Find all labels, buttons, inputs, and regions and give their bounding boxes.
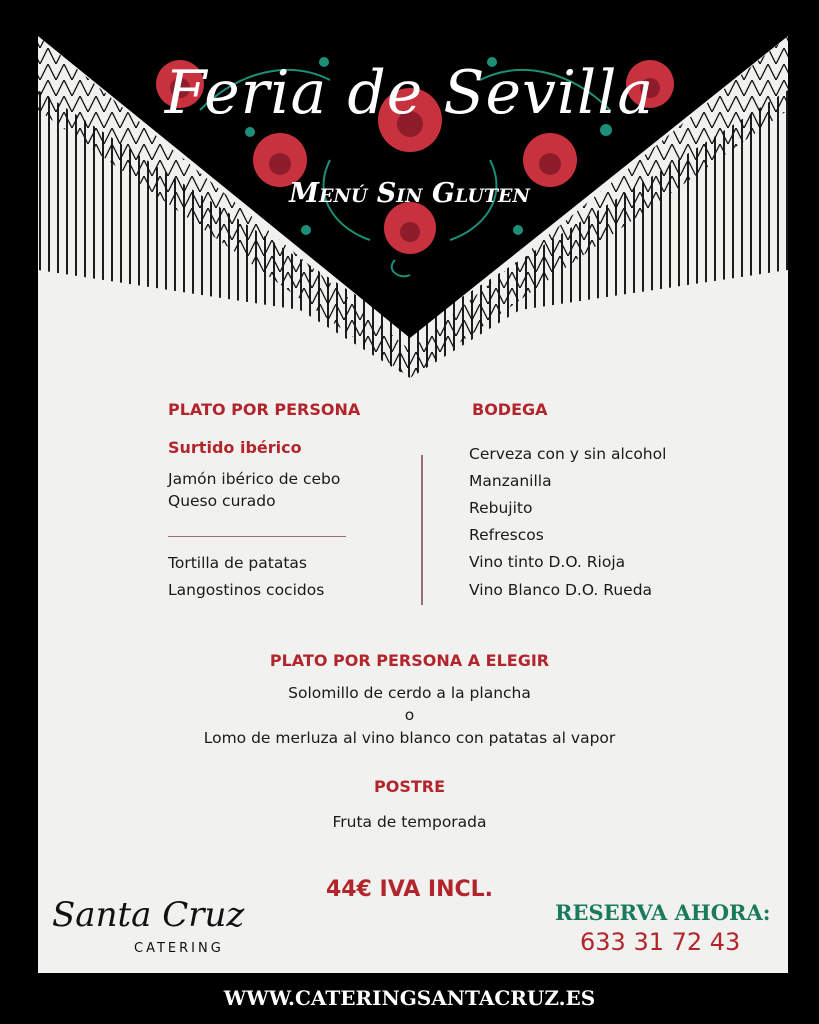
drink-item: Manzanilla xyxy=(469,472,552,490)
logo-name: Santa Cruz xyxy=(52,895,245,935)
drink-item: Cerveza con y sin alcohol xyxy=(469,445,667,463)
website-link[interactable]: WWW.CATERINGSANTACRUZ.ES xyxy=(223,986,596,1010)
event-title: Feria de Sevilla xyxy=(164,58,655,128)
left-item: Jamón ibérico de cebo xyxy=(168,470,341,488)
phone-number[interactable]: 633 31 72 43 xyxy=(580,928,741,956)
drink-item: Refrescos xyxy=(469,526,544,544)
drink-item: Vino tinto D.O. Rioja xyxy=(469,553,626,571)
choice-option: Solomillo de cerdo a la plancha xyxy=(288,684,531,702)
right-heading: BODEGA xyxy=(472,400,548,419)
left-item: Queso curado xyxy=(168,492,276,510)
left-item: Tortilla de patatas xyxy=(168,554,307,572)
vertical-divider xyxy=(421,455,423,605)
choice-or: o xyxy=(404,706,415,724)
logo-subtitle: CATERING xyxy=(134,941,224,956)
choice-heading: PLATO POR PERSONA A ELEGIR xyxy=(269,651,550,670)
dessert-item: Fruta de temporada xyxy=(332,813,487,831)
drink-item: Vino Blanco D.O. Rueda xyxy=(469,581,653,599)
drink-item: Rebujito xyxy=(469,499,533,517)
left-subheading: Surtido ibérico xyxy=(168,438,302,457)
dessert-heading: POSTRE xyxy=(373,777,445,796)
price: 44€ IVA INCL. xyxy=(325,877,494,902)
menu-subtitle: Menú Sin Gluten xyxy=(289,178,530,209)
left-item: Langostinos cocidos xyxy=(168,581,325,599)
horizontal-divider xyxy=(168,536,346,537)
reserve-label: RESERVA AHORA: xyxy=(555,900,771,925)
left-heading: PLATO POR PERSONA xyxy=(168,400,361,419)
choice-option: Lomo de merluza al vino blanco con patatas al vapor xyxy=(203,729,616,747)
